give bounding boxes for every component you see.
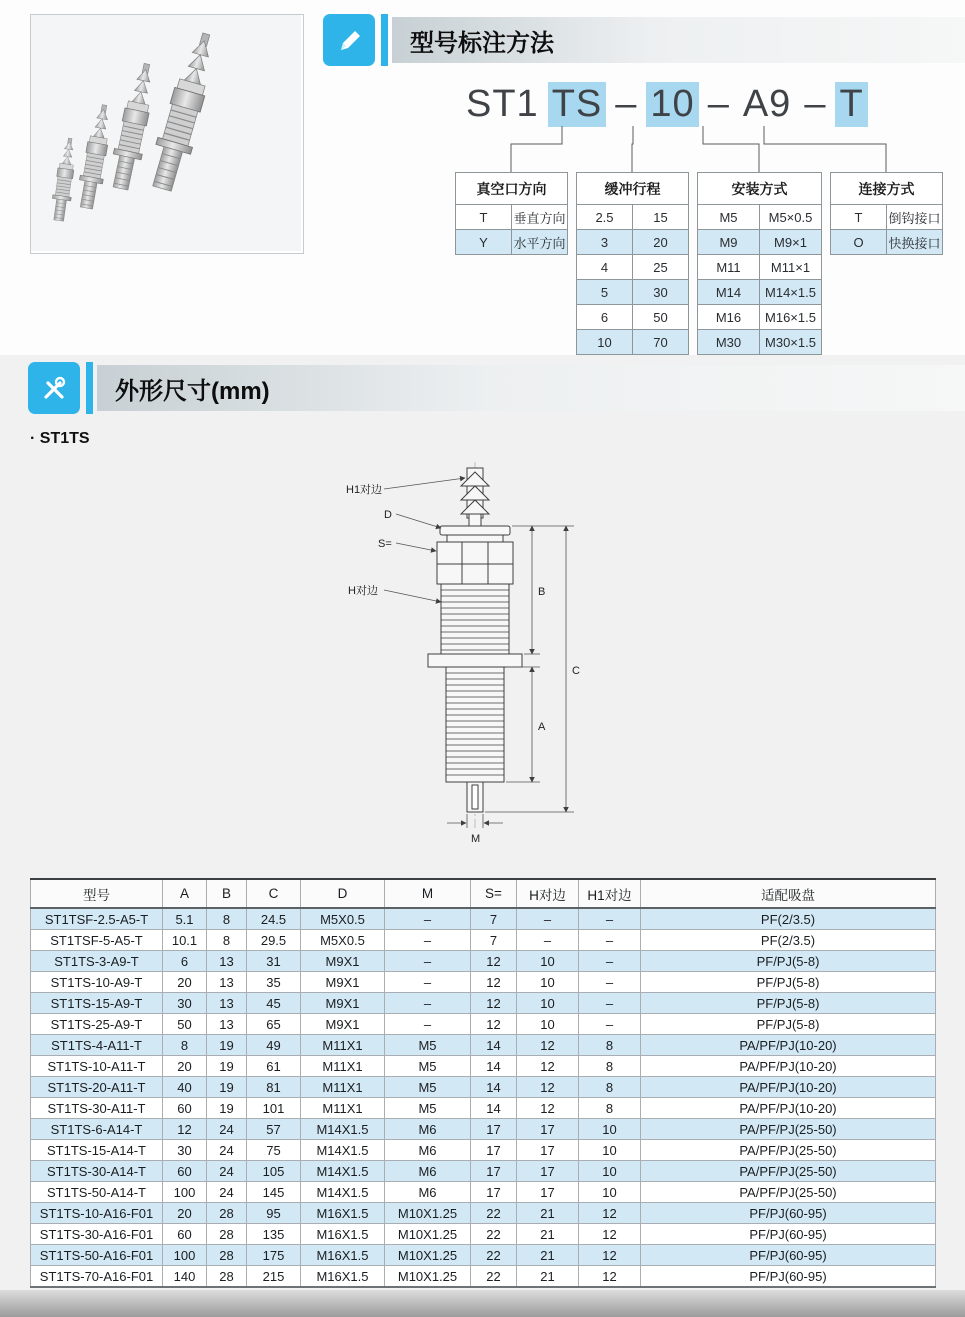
spec-cell: 50 <box>163 1014 207 1035</box>
spec-cell: 28 <box>207 1203 247 1224</box>
drawing-label-m: M <box>471 833 481 845</box>
spec-cell: 24 <box>207 1119 247 1140</box>
spec-table-row <box>31 1245 936 1266</box>
spec-cell: 100 <box>163 1245 207 1266</box>
spec-cell: 20 <box>163 1203 207 1224</box>
spec-cell: ST1TSF-5-A5-T <box>31 930 163 951</box>
spec-cell: PF/PJ(60-95) <box>641 1266 936 1288</box>
spec-table-row <box>31 951 936 972</box>
series-label: · ST1TS <box>30 430 90 447</box>
product-photo-box <box>30 14 304 254</box>
spec-cell: 21 <box>517 1203 579 1224</box>
legend-cell: M11×1 <box>760 255 822 280</box>
legend-table-row <box>698 230 822 255</box>
spec-cell: M11X1 <box>301 1035 385 1056</box>
spec-cell: 19 <box>207 1056 247 1077</box>
legend-cell: 6 <box>577 305 633 330</box>
spec-cell: 17 <box>471 1182 517 1203</box>
spec-cell: 24.5 <box>247 908 301 930</box>
spec-cell: 30 <box>163 1140 207 1161</box>
spec-cell: – <box>517 908 579 930</box>
legend-table-title: 安装方式 <box>698 173 822 205</box>
legend-table-title: 真空口方向 <box>456 173 568 205</box>
spec-cell: 14 <box>471 1077 517 1098</box>
spec-cell: 20 <box>163 972 207 993</box>
spec-cell: ST1TS-30-A14-T <box>31 1161 163 1182</box>
spec-cell: 14 <box>471 1035 517 1056</box>
spec-cell: – <box>579 930 641 951</box>
product-photo <box>31 15 301 251</box>
spec-cell: 215 <box>247 1266 301 1288</box>
spec-cell: 8 <box>579 1077 641 1098</box>
spec-cell: 10 <box>517 993 579 1014</box>
spec-cell: M10X1.25 <box>385 1266 471 1288</box>
spec-cell: M6 <box>385 1119 471 1140</box>
spec-cell: ST1TS-70-A16-F01 <box>31 1266 163 1288</box>
spec-column-header: A <box>163 879 207 908</box>
legend-table-row <box>698 305 822 330</box>
spec-cell: M5X0.5 <box>301 908 385 930</box>
spec-cell: PF(2/3.5) <box>641 930 936 951</box>
spec-cell: PF/PJ(60-95) <box>641 1245 936 1266</box>
spec-cell: M16X1.5 <box>301 1245 385 1266</box>
spec-cell: PA/PF/PJ(25-50) <box>641 1161 936 1182</box>
spec-cell: – <box>385 993 471 1014</box>
spec-cell: M16X1.5 <box>301 1266 385 1288</box>
section-title-marking: 型号标注方法 <box>410 29 554 57</box>
spec-cell: 65 <box>247 1014 301 1035</box>
spec-cell: 8 <box>579 1035 641 1056</box>
spec-cell: 22 <box>471 1203 517 1224</box>
spec-cell: 12 <box>579 1203 641 1224</box>
spec-table-row <box>31 1098 936 1119</box>
legend-cell: 5 <box>577 280 633 305</box>
legend-cell: T <box>831 205 887 230</box>
legend-table-title: 缓冲行程 <box>577 173 689 205</box>
spec-table-row <box>31 1224 936 1245</box>
legend-table-row <box>577 330 689 355</box>
spec-cell: – <box>579 908 641 930</box>
spec-cell: 61 <box>247 1056 301 1077</box>
spec-table-row <box>31 1035 936 1056</box>
spec-column-header: H对边 <box>517 879 579 908</box>
spec-cell: PA/PF/PJ(10-20) <box>641 1056 936 1077</box>
model-code-segment: 10 <box>646 82 698 127</box>
spec-cell: 105 <box>247 1161 301 1182</box>
legend-cell: M16×1.5 <box>760 305 822 330</box>
spec-cell: 8 <box>207 908 247 930</box>
spec-cell: M9X1 <box>301 972 385 993</box>
spec-cell: 135 <box>247 1224 301 1245</box>
legend-table-row <box>577 280 689 305</box>
spec-cell: PA/PF/PJ(25-50) <box>641 1182 936 1203</box>
spec-cell: M6 <box>385 1161 471 1182</box>
spec-cell: – <box>579 951 641 972</box>
legend-table-row <box>456 205 568 230</box>
spec-cell: 95 <box>247 1203 301 1224</box>
legend-cell: 25 <box>633 255 689 280</box>
legend-cell: M9×1 <box>760 230 822 255</box>
spec-cell: 13 <box>207 993 247 1014</box>
spec-table-row <box>31 1182 936 1203</box>
section-accent-bar <box>86 362 93 414</box>
spec-cell: 10 <box>517 972 579 993</box>
spec-cell: 8 <box>207 930 247 951</box>
model-code <box>462 82 868 127</box>
spec-cell: – <box>385 972 471 993</box>
legend-table <box>455 172 568 255</box>
legend-table-row <box>456 230 568 255</box>
spec-cell: M11X1 <box>301 1098 385 1119</box>
spec-cell: 12 <box>517 1035 579 1056</box>
spec-table-row <box>31 930 936 951</box>
model-code-segment: ST1 <box>466 83 539 125</box>
spec-cell: 22 <box>471 1224 517 1245</box>
legend-cell: M5 <box>698 205 760 230</box>
spec-table-row <box>31 972 936 993</box>
legend-cell: 30 <box>633 280 689 305</box>
section-header-dimensions <box>97 365 965 411</box>
spec-cell: 19 <box>207 1035 247 1056</box>
spec-table <box>30 878 936 1288</box>
spec-cell: 19 <box>207 1098 247 1119</box>
spec-cell: M14X1.5 <box>301 1161 385 1182</box>
spec-cell: 31 <box>247 951 301 972</box>
spec-cell: PF/PJ(60-95) <box>641 1203 936 1224</box>
legend-table-row <box>698 255 822 280</box>
spec-cell: PF/PJ(5-8) <box>641 972 936 993</box>
section-header-marking <box>392 17 965 63</box>
spec-cell: ST1TS-50-A14-T <box>31 1182 163 1203</box>
spec-column-header: D <box>301 879 385 908</box>
legend-cell: 快换接口 <box>887 230 943 255</box>
page-bottom-shadow <box>0 1290 965 1317</box>
legend-table-title: 连接方式 <box>831 173 943 205</box>
legend-table-row <box>577 205 689 230</box>
spec-cell: 29.5 <box>247 930 301 951</box>
spec-cell: M11X1 <box>301 1056 385 1077</box>
model-code-segment: TS <box>548 82 607 127</box>
legend-cell: M30 <box>698 330 760 355</box>
spec-cell: 17 <box>471 1119 517 1140</box>
spec-table-row <box>31 1203 936 1224</box>
spec-cell: M9X1 <box>301 1014 385 1035</box>
drawing-label-h1-flats: H1对边 <box>346 484 383 496</box>
spec-cell: 100 <box>163 1182 207 1203</box>
spec-cell: M16X1.5 <box>301 1224 385 1245</box>
spec-cell: M5 <box>385 1035 471 1056</box>
spec-cell: 10 <box>579 1140 641 1161</box>
dimension-drawing <box>320 462 660 862</box>
model-code-segment: T <box>835 82 867 127</box>
spec-table-row <box>31 993 936 1014</box>
legend-cell: M5×0.5 <box>760 205 822 230</box>
spec-cell: ST1TS-6-A14-T <box>31 1119 163 1140</box>
spec-cell: 60 <box>163 1224 207 1245</box>
spec-cell: 13 <box>207 972 247 993</box>
spec-cell: 81 <box>247 1077 301 1098</box>
spec-cell: 21 <box>517 1266 579 1288</box>
spec-cell: 10 <box>579 1182 641 1203</box>
spec-cell: PA/PF/PJ(25-50) <box>641 1140 936 1161</box>
spec-cell: 28 <box>207 1245 247 1266</box>
spec-cell: 21 <box>517 1245 579 1266</box>
spec-cell: M14X1.5 <box>301 1140 385 1161</box>
spec-cell: 145 <box>247 1182 301 1203</box>
spec-cell: 8 <box>579 1056 641 1077</box>
legend-cell: M9 <box>698 230 760 255</box>
legend-cell: M14 <box>698 280 760 305</box>
spec-table-row <box>31 1140 936 1161</box>
spec-cell: 30 <box>163 993 207 1014</box>
spec-column-header: 适配吸盘 <box>641 879 936 908</box>
legend-cell: 4 <box>577 255 633 280</box>
spec-cell: PF/PJ(5-8) <box>641 993 936 1014</box>
spec-cell: ST1TS-10-A9-T <box>31 972 163 993</box>
legend-cell: 水平方向 <box>512 230 568 255</box>
spec-cell: M6 <box>385 1182 471 1203</box>
spec-cell: ST1TS-10-A11-T <box>31 1056 163 1077</box>
spec-table-row <box>31 1161 936 1182</box>
spec-cell: 17 <box>517 1140 579 1161</box>
spec-cell: 7 <box>471 908 517 930</box>
legend-cell: 70 <box>633 330 689 355</box>
legend-table-row <box>577 255 689 280</box>
legend-cell: 3 <box>577 230 633 255</box>
legend-cell: M14×1.5 <box>760 280 822 305</box>
spec-cell: 17 <box>471 1161 517 1182</box>
spec-cell: 40 <box>163 1077 207 1098</box>
spec-table-row <box>31 1119 936 1140</box>
spec-cell: 12 <box>579 1266 641 1288</box>
legend-table-row <box>698 280 822 305</box>
spec-cell: 5.1 <box>163 908 207 930</box>
legend-cell: Y <box>456 230 512 255</box>
spec-cell: 10 <box>579 1119 641 1140</box>
spec-cell: M5X0.5 <box>301 930 385 951</box>
drawing-label-s: S= <box>378 538 392 550</box>
legend-table-row <box>831 230 943 255</box>
spec-cell: – <box>385 908 471 930</box>
spec-cell: 12 <box>517 1098 579 1119</box>
tools-icon <box>28 362 80 414</box>
legend-table <box>697 172 822 355</box>
spec-cell: 13 <box>207 1014 247 1035</box>
spec-cell: 12 <box>579 1245 641 1266</box>
spec-cell: M14X1.5 <box>301 1119 385 1140</box>
legend-cell: 倒钩接口 <box>887 205 943 230</box>
spec-cell: 28 <box>207 1266 247 1288</box>
spec-cell: 10.1 <box>163 930 207 951</box>
spec-cell: PF/PJ(5-8) <box>641 1014 936 1035</box>
spec-cell: 45 <box>247 993 301 1014</box>
spec-cell: 60 <box>163 1098 207 1119</box>
spec-cell: M16X1.5 <box>301 1203 385 1224</box>
spec-cell: M11X1 <box>301 1077 385 1098</box>
spec-table-row <box>31 1056 936 1077</box>
legend-cell: M30×1.5 <box>760 330 822 355</box>
spec-cell: 17 <box>517 1119 579 1140</box>
spec-cell: M6 <box>385 1140 471 1161</box>
legend-cell: 2.5 <box>577 205 633 230</box>
drawing-label-c: C <box>572 665 580 677</box>
spec-cell: ST1TS-50-A16-F01 <box>31 1245 163 1266</box>
spec-cell: 22 <box>471 1266 517 1288</box>
spec-table-row <box>31 908 936 930</box>
spec-cell: 20 <box>163 1056 207 1077</box>
spec-cell: 12 <box>471 993 517 1014</box>
spec-cell: 12 <box>579 1224 641 1245</box>
spec-cell: ST1TS-15-A14-T <box>31 1140 163 1161</box>
pencil-icon <box>323 14 375 66</box>
spec-cell: PA/PF/PJ(10-20) <box>641 1098 936 1119</box>
spec-cell: – <box>385 930 471 951</box>
spec-cell: 57 <box>247 1119 301 1140</box>
spec-cell: M9X1 <box>301 951 385 972</box>
spec-cell: 21 <box>517 1224 579 1245</box>
spec-cell: 140 <box>163 1266 207 1288</box>
legend-cell: M11 <box>698 255 760 280</box>
legend-table-row <box>577 230 689 255</box>
spec-cell: 17 <box>471 1140 517 1161</box>
spec-cell: 35 <box>247 972 301 993</box>
spec-cell: 19 <box>207 1077 247 1098</box>
spec-cell: 24 <box>207 1140 247 1161</box>
spec-cell: M5 <box>385 1056 471 1077</box>
spec-cell: 24 <box>207 1182 247 1203</box>
legend-table-row <box>831 205 943 230</box>
section-accent-bar <box>381 14 388 66</box>
spec-cell: 12 <box>517 1056 579 1077</box>
spec-cell: ST1TS-4-A11-T <box>31 1035 163 1056</box>
spec-cell: M10X1.25 <box>385 1224 471 1245</box>
spec-cell: ST1TS-20-A11-T <box>31 1077 163 1098</box>
spec-table-row <box>31 1266 936 1288</box>
spec-cell: 28 <box>207 1224 247 1245</box>
spec-cell: PA/PF/PJ(10-20) <box>641 1077 936 1098</box>
spec-cell: 10 <box>517 1014 579 1035</box>
legend-cell: 50 <box>633 305 689 330</box>
legend-table <box>830 172 943 255</box>
spec-cell: ST1TS-25-A9-T <box>31 1014 163 1035</box>
legend-tables <box>455 172 943 355</box>
spec-cell: 101 <box>247 1098 301 1119</box>
spec-column-header: 型号 <box>31 879 163 908</box>
spec-cell: 10 <box>579 1161 641 1182</box>
spec-column-header: H1对边 <box>579 879 641 908</box>
legend-cell: M16 <box>698 305 760 330</box>
spec-cell: 24 <box>207 1161 247 1182</box>
model-code-connectors <box>440 126 920 172</box>
spec-cell: PA/PF/PJ(10-20) <box>641 1035 936 1056</box>
legend-table-row <box>698 330 822 355</box>
spec-cell: ST1TS-30-A11-T <box>31 1098 163 1119</box>
spec-cell: PF(2/3.5) <box>641 908 936 930</box>
spec-cell: 6 <box>163 951 207 972</box>
spec-cell: 7 <box>471 930 517 951</box>
spec-cell: 12 <box>471 951 517 972</box>
legend-cell: 20 <box>633 230 689 255</box>
spec-cell: – <box>385 1014 471 1035</box>
spec-cell: – <box>579 993 641 1014</box>
spec-cell: ST1TS-15-A9-T <box>31 993 163 1014</box>
spec-cell: 8 <box>163 1035 207 1056</box>
spec-table-row <box>31 1014 936 1035</box>
spec-cell: M10X1.25 <box>385 1203 471 1224</box>
spec-cell: ST1TS-10-A16-F01 <box>31 1203 163 1224</box>
spec-cell: M5 <box>385 1077 471 1098</box>
drawing-label-a: A <box>538 721 546 733</box>
spec-cell: 175 <box>247 1245 301 1266</box>
spec-cell: 13 <box>207 951 247 972</box>
spec-cell: – <box>579 1014 641 1035</box>
spec-cell: ST1TS-3-A9-T <box>31 951 163 972</box>
drawing-label-b: B <box>538 586 546 598</box>
drawing-label-h-flats: H对边 <box>348 585 378 597</box>
spec-column-header: C <box>247 879 301 908</box>
legend-cell: 15 <box>633 205 689 230</box>
spec-cell: 17 <box>517 1182 579 1203</box>
spec-cell: ST1TSF-2.5-A5-T <box>31 908 163 930</box>
legend-cell: 垂直方向 <box>512 205 568 230</box>
spec-cell: – <box>385 951 471 972</box>
spec-cell: M10X1.25 <box>385 1245 471 1266</box>
spec-cell: 22 <box>471 1245 517 1266</box>
model-code-segment: A9 <box>742 83 792 125</box>
spec-cell: PF/PJ(5-8) <box>641 951 936 972</box>
legend-table-row <box>577 305 689 330</box>
spec-cell: M5 <box>385 1098 471 1119</box>
legend-table-row <box>698 205 822 230</box>
spec-cell: 12 <box>163 1119 207 1140</box>
spec-cell: PA/PF/PJ(25-50) <box>641 1119 936 1140</box>
spec-cell: 17 <box>517 1161 579 1182</box>
drawing-label-d: D <box>384 509 392 521</box>
spec-column-header: B <box>207 879 247 908</box>
spec-column-header: M <box>385 879 471 908</box>
spec-cell: 60 <box>163 1161 207 1182</box>
spec-cell: – <box>579 972 641 993</box>
legend-cell: T <box>456 205 512 230</box>
spec-table-wrap <box>30 878 936 1288</box>
model-code-segment: – <box>615 83 638 125</box>
spec-cell: M14X1.5 <box>301 1182 385 1203</box>
spec-cell: PF/PJ(60-95) <box>641 1224 936 1245</box>
spec-cell: M9X1 <box>301 993 385 1014</box>
spec-cell: 10 <box>517 951 579 972</box>
spec-cell: 12 <box>517 1077 579 1098</box>
spec-cell: 49 <box>247 1035 301 1056</box>
spec-column-header: S= <box>471 879 517 908</box>
legend-cell: O <box>831 230 887 255</box>
spec-cell: ST1TS-30-A16-F01 <box>31 1224 163 1245</box>
spec-cell: 14 <box>471 1098 517 1119</box>
spec-cell: – <box>517 930 579 951</box>
section-title-dimensions: 外形尺寸(mm) <box>115 377 270 405</box>
spec-cell: 12 <box>471 972 517 993</box>
spec-cell: 14 <box>471 1056 517 1077</box>
spec-table-row <box>31 1077 936 1098</box>
spec-cell: 75 <box>247 1140 301 1161</box>
spec-cell: 12 <box>471 1014 517 1035</box>
model-code-segment: – <box>804 83 827 125</box>
spec-cell: 8 <box>579 1098 641 1119</box>
legend-cell: 10 <box>577 330 633 355</box>
model-code-segment: – <box>707 83 730 125</box>
legend-table <box>576 172 689 355</box>
